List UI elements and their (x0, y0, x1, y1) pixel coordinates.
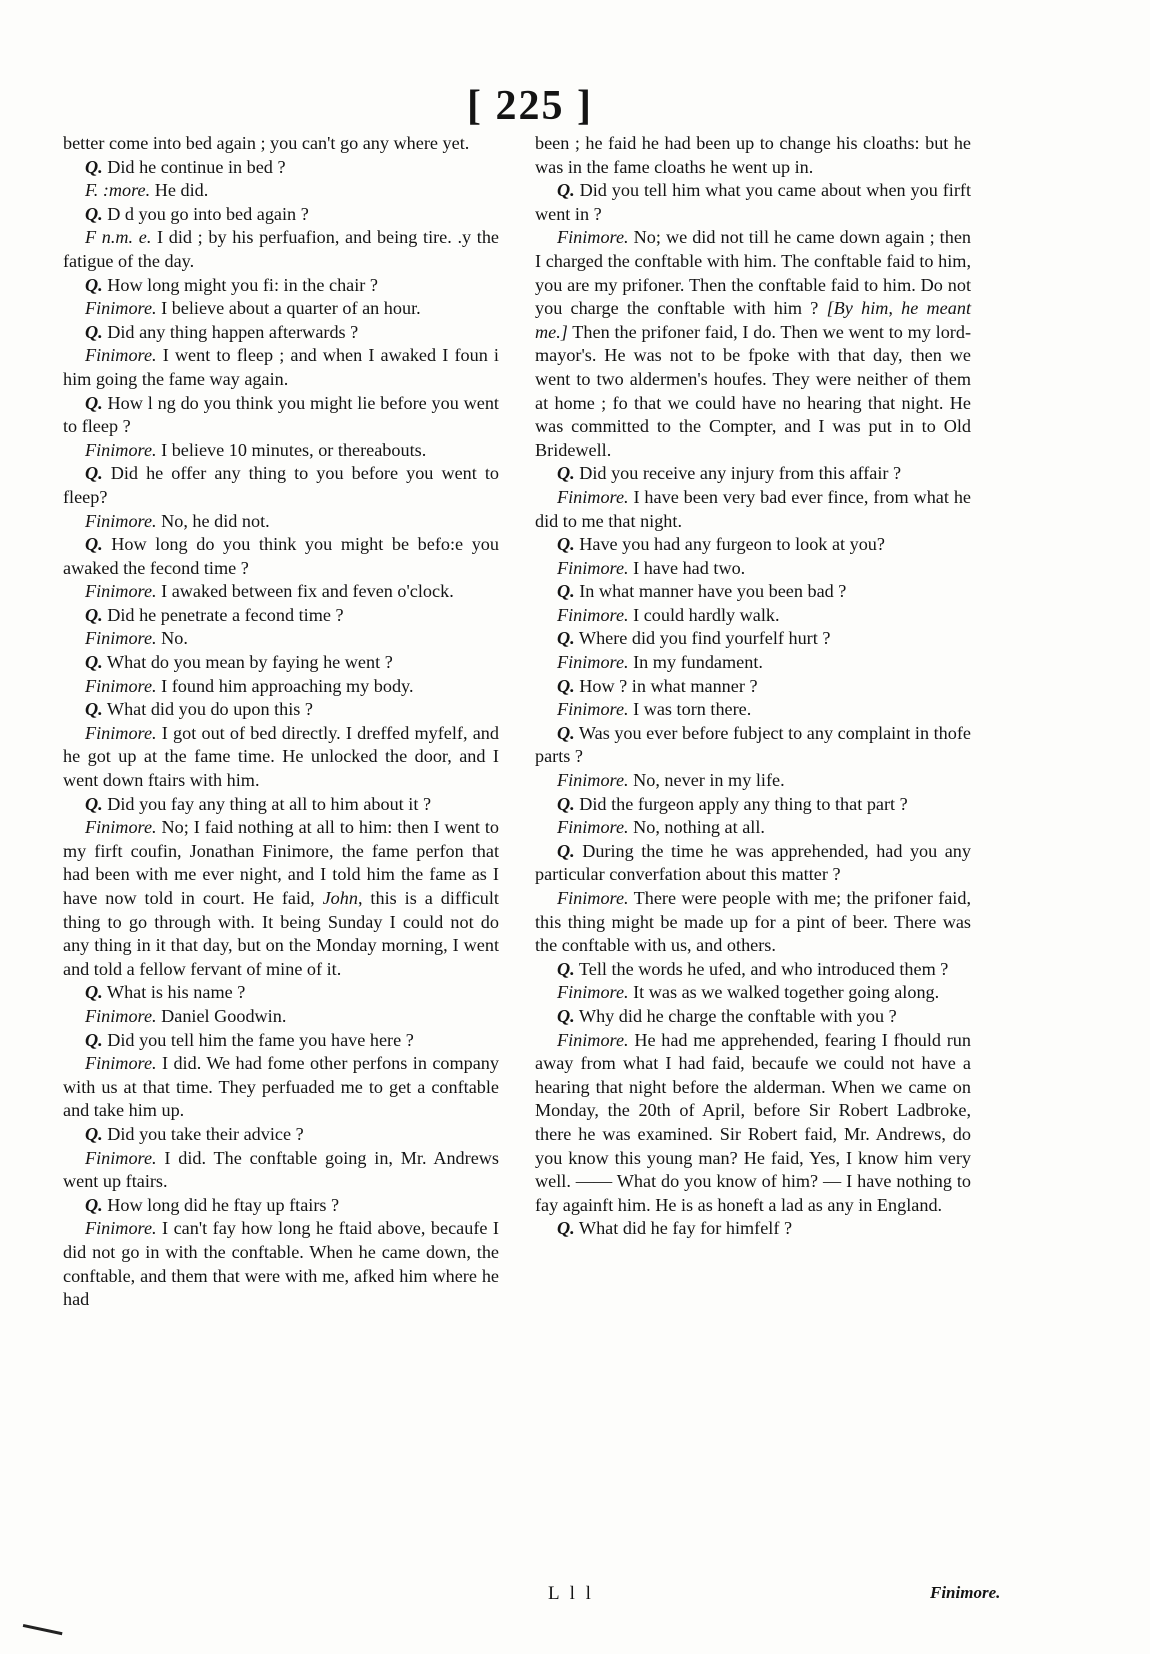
question-marker: Q. (85, 1029, 103, 1050)
speaker-name: Finimore. (557, 699, 629, 720)
paragraph-text: In my fundament. (628, 652, 763, 673)
paragraph (63, 297, 499, 321)
paragraph-text: No; we did not till he came down again ; then I charged the conftable with him. The conftable faid to him, you are my prifoner. Then the conftable faid to him. Do not you charge the conftable with him ? (535, 227, 971, 319)
paragraph (63, 793, 499, 817)
question-marker: Q. (85, 534, 103, 555)
paragraph (63, 533, 499, 580)
paragraph-text: How long did he ftay up ftairs ? (102, 1194, 340, 1215)
paragraph (63, 675, 499, 699)
paragraph-text: Did he offer any thing to you before you went to fleep? (63, 463, 499, 507)
speaker-name: Finimore. (85, 1218, 157, 1239)
paragraph-text: Did you tell him the fame you have here ? (102, 1029, 414, 1050)
speaker-name: Finimore. (557, 770, 629, 791)
catchword: Finimore. (930, 1583, 1001, 1602)
paragraph-text: Did you fay any thing at all to him about it ? (102, 793, 432, 814)
paragraph (63, 1194, 499, 1218)
paragraph-text: How long might you fi: in the chair ? (102, 274, 378, 295)
paragraph (63, 462, 499, 509)
paragraph-text: I did. The conftable going in, Mr. Andrews went up ftairs. (63, 1147, 499, 1192)
paragraph-text: I awaked between fix and feven o'clock. (156, 581, 454, 602)
paragraph-text: Why did he charge the conftable with you ? (574, 1005, 897, 1026)
paragraph-text: Did any thing happen afterwards ? (102, 321, 359, 342)
paragraph (535, 557, 971, 581)
question-marker: Q. (557, 463, 575, 484)
paragraph-text: How long do you think you might be befo:e you awaked the fecond time ? (63, 534, 499, 578)
speaker-name: Finimore. (85, 817, 157, 838)
paragraph (63, 321, 499, 345)
paragraph-text: I found him approaching my body. (156, 675, 414, 696)
speaker-name: F. :more. (85, 180, 151, 201)
paragraph (63, 274, 499, 298)
stray-ink-mark (22, 1624, 63, 1641)
paragraph (63, 816, 499, 981)
speaker-name: Finimore. (85, 510, 157, 531)
paragraph-text: Then the prifoner faid, I do. Then we went to my lord-mayor's. He was not to be fpoke with that day, then we went to two aldermen's houfes. They were neither of them at home ; fo that we could have no hearing that night. He was committed to the Compter, and I was put in to Old Bridewell. (535, 321, 971, 460)
question-marker: Q. (557, 1005, 575, 1026)
paragraph-text: Did he penetrate a fecond time ? (102, 604, 344, 625)
paragraph (63, 1029, 499, 1053)
paragraph-text: Did you take their advice ? (102, 1123, 304, 1144)
paragraph-text: Did he continue in bed ? (102, 156, 286, 177)
paragraph-text: There were people with me; the prifoner faid, this thing might be made up for a pint of beer. There was the conftable with us, and others. (535, 888, 971, 956)
paragraph (63, 510, 499, 534)
question-marker: Q. (85, 156, 103, 177)
question-marker: Q. (85, 793, 103, 814)
paragraph (63, 1147, 499, 1194)
paragraph (63, 132, 499, 156)
paragraph-text: Did you receive any injury from this affair ? (574, 463, 902, 484)
paragraph (63, 580, 499, 604)
speaker-name: F n.m. e. (85, 227, 152, 248)
speaker-name: Finimore. (557, 227, 629, 248)
speaker-name: Finimore. (557, 557, 629, 578)
paragraph-text: Did you tell him what you came about when you firft went in ? (535, 180, 971, 224)
question-marker: Q. (85, 1194, 103, 1215)
paragraph-text: I have been very bad ever fince, from what he did to me that night. (535, 486, 971, 531)
page-number: [ 225 ] (467, 83, 593, 129)
paragraph-text: He had me apprehended, fearing I fhould run away from what I had faid, becaufe we could not have a hearing that night before the alderman. When we came on Monday, the 20th of April, before Sir Robert Ladbroke, there he was examined. Sir Robert faid, Mr. Andrews, do you know this young man? He faid, Yes, I know him very well. —— What do you know of him? — I have nothing to fay againft him. He is as honeft a lad as any in England. (535, 1029, 971, 1215)
paragraph-text: Have you had any furgeon to look at you? (574, 534, 885, 555)
italic-text: John (322, 888, 358, 908)
speaker-name: Finimore. (85, 581, 157, 602)
paragraph (63, 698, 499, 722)
paragraph (535, 958, 971, 982)
paragraph (63, 604, 499, 628)
paragraph (535, 722, 971, 769)
paragraph (535, 1029, 971, 1218)
paragraph (535, 627, 971, 651)
paragraph (535, 580, 971, 604)
paragraph-text: Was you ever before fubject to any complaint in thofe parts ? (535, 722, 971, 767)
paragraph-text: In what manner have you been bad ? (574, 581, 847, 602)
paragraph (535, 132, 971, 179)
paragraph-text: Where did you find yourfelf hurt ? (574, 628, 831, 649)
speaker-name: Finimore. (85, 628, 157, 649)
paragraph (63, 439, 499, 463)
question-marker: Q. (557, 628, 575, 649)
paragraph-text: , this is a difficult thing to go through with. It being Sunday I could not do any thing in it that day, but on the Monday morning, I went and told a fellow fervant of mine of it. (63, 888, 499, 979)
paragraph-text: What do you mean by faying he went ? (102, 652, 393, 673)
paragraph-text: I believe 10 minutes, or thereabouts. (156, 439, 427, 460)
paragraph (63, 722, 499, 793)
italic-text: [By him, he meant me.] (535, 298, 972, 342)
paragraph (63, 981, 499, 1005)
question-marker: Q. (557, 840, 575, 861)
question-marker: Q. (85, 1123, 103, 1144)
paragraph (63, 627, 499, 651)
paragraph (535, 698, 971, 722)
speaker-name: Finimore. (85, 1147, 157, 1168)
paragraph-text: No, he did not. (156, 510, 270, 531)
paragraph-text: No, nothing at all. (628, 817, 765, 838)
paragraph (535, 816, 971, 840)
paragraph-text: It was as we walked together going along. (628, 982, 940, 1003)
question-marker: Q. (557, 958, 575, 979)
paragraph-text: How l ng do you think you might lie before you went to fleep ? (63, 392, 499, 437)
speaker-name: Finimore. (85, 1005, 157, 1026)
paragraph-text: During the time he was apprehended, had you any particular converfation about this matter ? (535, 840, 971, 885)
question-marker: Q. (85, 392, 103, 413)
speaker-name: Finimore. (85, 722, 157, 743)
speaker-name: Finimore. (85, 1053, 157, 1074)
speaker-name: Finimore. (557, 486, 629, 507)
paragraph (63, 344, 499, 391)
question-marker: Q. (85, 203, 103, 224)
paragraph-text: What did he fay for himfelf ? (574, 1218, 793, 1239)
paragraph-text: I did ; by his perfuafion, and being tire. .y the fatigue of the day. (63, 227, 499, 271)
question-marker: Q. (557, 1218, 575, 1239)
paragraph (63, 1217, 499, 1311)
paragraph-text: Did the furgeon apply any thing to that part ? (574, 793, 908, 814)
right-column (535, 132, 971, 1241)
paragraph (535, 533, 971, 557)
paragraph (535, 1217, 971, 1241)
paragraph-text: No. (156, 628, 188, 649)
paragraph (535, 981, 971, 1005)
speaker-name: Finimore. (85, 298, 157, 319)
question-marker: Q. (557, 534, 575, 555)
question-marker: Q. (85, 463, 103, 484)
paragraph (535, 179, 971, 226)
paragraph-text: been ; he faid he had been up to change his cloaths: but he was in the fame cloaths he went up in. (535, 133, 971, 177)
paragraph-text: What did you do upon this ? (102, 699, 314, 720)
paragraph-text: He did. (150, 180, 209, 201)
left-column (63, 132, 499, 1312)
paragraph (535, 675, 971, 699)
question-marker: Q. (557, 581, 575, 602)
question-marker: Q. (85, 652, 103, 673)
question-marker: Q. (85, 321, 103, 342)
question-marker: Q. (557, 722, 575, 743)
paragraph-text: Tell the words he ufed, and who introduced them ? (574, 958, 949, 979)
paragraph-text: Daniel Goodwin. (156, 1005, 287, 1026)
question-marker: Q. (85, 982, 103, 1003)
paragraph-text: I got out of bed directly. I dreffed myfelf, and he got up at the fame time. He unlocked the door, and I went down ftairs with him. (63, 722, 499, 791)
paragraph (535, 887, 971, 958)
question-marker: Q. (557, 793, 575, 814)
paragraph (535, 1005, 971, 1029)
paragraph-text: I can't fay how long he ftaid above, becaufe I did not go in with the conftable. When he came down, the conftable, and them that were with me, afked him where he had (63, 1218, 499, 1310)
paragraph-text: D d you go into bed again ? (102, 203, 309, 224)
question-marker: Q. (557, 675, 575, 696)
paragraph (63, 1052, 499, 1123)
paragraph (63, 156, 499, 180)
speaker-name: Finimore. (85, 345, 157, 366)
paragraph (535, 840, 971, 887)
speaker-name: Finimore. (557, 1029, 629, 1050)
signature-mark: L l l (548, 1583, 594, 1604)
paragraph (535, 486, 971, 533)
paragraph (535, 226, 971, 462)
speaker-name: Finimore. (557, 982, 629, 1003)
question-marker: Q. (85, 699, 103, 720)
paragraph (63, 392, 499, 439)
question-marker: Q. (557, 180, 575, 201)
paragraph-text: No; I faid nothing at all to him: then I went to my firft coufin, Jonathan Finimore, the fame perfon that had been with me ever night, and I told him the fame as I have now told in court. He faid, (63, 817, 499, 908)
paragraph-text: I believe about a quarter of an hour. (156, 298, 421, 319)
paragraph (63, 651, 499, 675)
paragraph (63, 1005, 499, 1029)
question-marker: Q. (85, 604, 103, 625)
speaker-name: Finimore. (557, 652, 629, 673)
paragraph (535, 769, 971, 793)
paragraph-text: I did. We had fome other perfons in company with us at that time. They perfuaded me to get a conftable and take him up. (63, 1053, 499, 1121)
paragraph (535, 651, 971, 675)
speaker-name: Finimore. (557, 888, 629, 908)
speaker-name: Finimore. (85, 439, 157, 460)
paragraph (63, 203, 499, 227)
paragraph (63, 179, 499, 203)
paragraph-text: What is his name ? (102, 982, 246, 1003)
paragraph-text: better come into bed again ; you can't go any where yet. (63, 133, 470, 153)
paragraph-text: I could hardly walk. (628, 604, 780, 625)
paragraph-text: How ? in what manner ? (574, 675, 758, 696)
speaker-name: Finimore. (85, 675, 157, 696)
question-marker: Q. (85, 274, 103, 295)
paragraph (63, 226, 499, 273)
paragraph-text: I have had two. (628, 557, 746, 578)
paragraph (535, 793, 971, 817)
speaker-name: Finimore. (557, 604, 629, 625)
paragraph (535, 604, 971, 628)
paragraph (535, 462, 971, 486)
paragraph (63, 1123, 499, 1147)
speaker-name: Finimore. (557, 817, 629, 838)
paragraph-text: No, never in my life. (628, 770, 785, 791)
paragraph-text: I was torn there. (628, 699, 752, 720)
paragraph-text: I went to fleep ; and when I awaked I foun i him going the fame way again. (63, 345, 499, 389)
